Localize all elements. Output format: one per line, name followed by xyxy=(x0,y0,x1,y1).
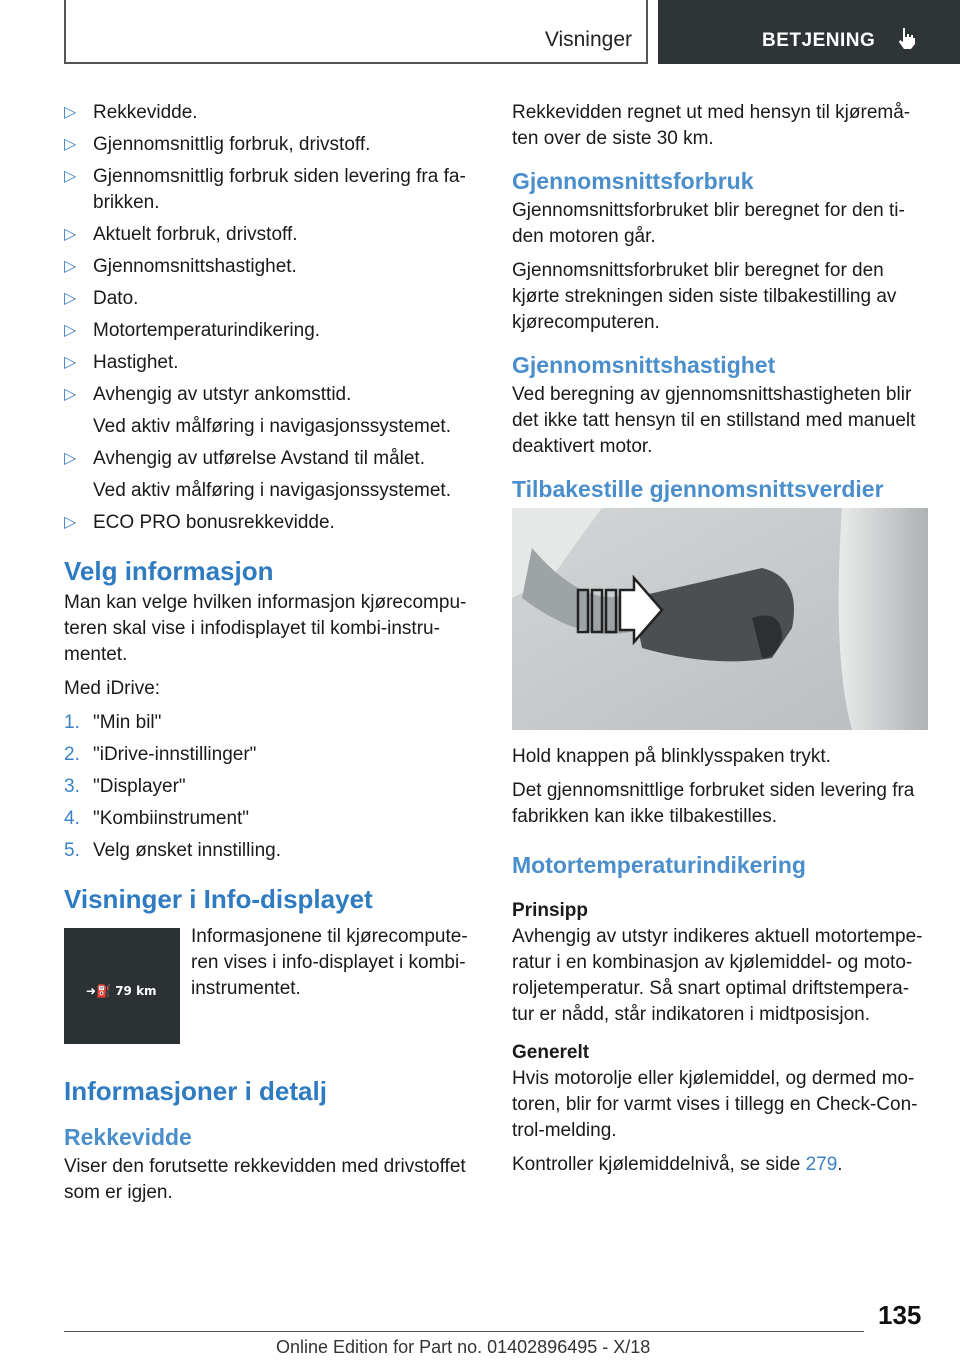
footer-edition: Online Edition for Part no. 01402896495 - X/18 xyxy=(276,1337,651,1357)
footer-divider xyxy=(64,1331,864,1332)
list-item: ▷ Dato. xyxy=(64,286,474,312)
prinsipp-text: Avhengig av utstyr indikeres aktuell motortempe-ratur i en kombinasjon av kjølemiddel- og moto-roljetemperatur. Så snart optimal driftstempera-tur er nådd, står indikatoren i midtposisjon. xyxy=(512,926,923,1025)
triangle-bullet-icon: ▷ xyxy=(64,322,77,339)
triangle-bullet-icon: ▷ xyxy=(64,258,77,275)
list-item: 5. Velg ønsket innstilling. xyxy=(64,840,281,861)
forbruk-heading: Gjennomsnittsforbruk xyxy=(512,168,754,194)
triangle-bullet-icon: ▷ xyxy=(64,136,77,153)
left-column xyxy=(64,100,474,1214)
list-item: ▷ Gjennomsnittlig forbruk, drivstoff. xyxy=(64,132,474,158)
triangle-bullet-icon: ▷ xyxy=(64,514,77,531)
header-section-label: BETJENING xyxy=(762,30,876,51)
list-item: ▷ Hastighet. xyxy=(64,350,474,376)
rekkevidde-cont-text: Rekkevidden regnet ut med hensyn til kjøremå-ten over de siste 30 km. xyxy=(512,102,911,149)
fuel-range-icon: ➜⛽ xyxy=(86,984,111,998)
hastighet-text: Ved beregning av gjennomsnittshastigheten blir det ikke tatt hensyn til en stillstand med manuelt deaktivert motor. xyxy=(512,384,916,457)
fabrikk-text: Det gjennomsnittlige forbruket siden levering fra fabrikken kan ikke tilbakestilles. xyxy=(512,780,915,827)
idrive-steps-list xyxy=(64,710,474,864)
triangle-bullet-icon: ▷ xyxy=(64,290,77,307)
forbruk-text-1: Gjennomsnittsforbruket blir beregnet for den ti-den motoren går. xyxy=(512,200,905,247)
hold-knappen-text: Hold knappen på blinklysspaken trykt. xyxy=(512,746,831,767)
list-item-note: Ved aktiv målføring i navigasjonssystemet. xyxy=(93,480,451,501)
triangle-bullet-icon: ▷ xyxy=(64,104,77,121)
list-item: 3. "Displayer" xyxy=(64,776,186,797)
list-item: 4. "Kombiinstrument" xyxy=(64,808,250,829)
header-title: Visninger xyxy=(544,28,632,51)
triangle-bullet-icon: ▷ xyxy=(64,226,77,243)
list-item: ▷ Rekkevidde. xyxy=(64,100,474,126)
info-display-row xyxy=(64,924,474,1044)
forbruk-text-2: Gjennomsnittsforbruket blir beregnet for den kjørte strekningen siden siste tilbakestilling av kjørecomputeren. xyxy=(512,260,897,333)
hastighet-heading: Gjennomsnittshastighet xyxy=(512,352,776,378)
list-item: ▷ Aktuelt forbruk, drivstoff. xyxy=(64,222,474,248)
prinsipp-heading: Prinsipp xyxy=(512,900,589,921)
info-display-text: Informasjonene til kjørecompute-ren vises i info-displayet i kombi-instrumentet. xyxy=(191,926,468,999)
tilbakestille-heading: Tilbakestille gjennomsnittsverdier xyxy=(512,476,884,502)
info-display-image xyxy=(64,928,180,1044)
list-item: 2. "iDrive-innstillinger" xyxy=(64,744,257,765)
generelt-heading: Generelt xyxy=(512,1042,590,1063)
page-reference-link[interactable]: 279 xyxy=(805,1154,838,1175)
rekkevidde-text: Viser den forutsette rekkevidden med drivstoffet som er igjen. xyxy=(64,1156,466,1203)
page-number: 135 xyxy=(878,1300,922,1330)
triangle-bullet-icon: ▷ xyxy=(64,386,77,403)
list-item: ▷ ECO PRO bonusrekkevidde. xyxy=(64,510,474,536)
rekkevidde-heading: Rekkevidde xyxy=(64,1124,192,1150)
triangle-bullet-icon: ▷ xyxy=(64,168,77,185)
visninger-heading: Visninger i Info-displayet xyxy=(64,884,373,914)
header-section-tab xyxy=(658,0,960,64)
triangle-bullet-icon: ▷ xyxy=(64,450,77,467)
list-item: ▷ Avhengig av utførelse Avstand til målet. Ved aktiv målføring i navigasjonssystemet. xyxy=(64,446,474,504)
motortemp-heading: Motortemperaturindikering xyxy=(512,852,806,878)
list-item: ▷ Motortemperaturindikering. xyxy=(64,318,474,344)
info-display-readout: ➜⛽ 79 km xyxy=(86,984,157,998)
hand-pointer-icon xyxy=(896,26,918,55)
info-bullet-list xyxy=(64,100,474,536)
triangle-bullet-icon: ▷ xyxy=(64,354,77,371)
list-item: ▷ Gjennomsnittlig forbruk siden levering fra fa-brikken. xyxy=(64,166,466,213)
list-item: ▷ Avhengig av utstyr ankomsttid. Ved aktiv målføring i navigasjonssystemet. xyxy=(64,382,474,440)
turn-signal-lever-photo xyxy=(512,508,928,730)
list-item: ▷ Gjennomsnittshastighet. xyxy=(64,254,474,280)
list-item-note: Ved aktiv målføring i navigasjonssystemet. xyxy=(93,416,451,437)
header-title-box xyxy=(64,0,648,64)
generelt-text: Hvis motorolje eller kjølemiddel, og dermed mo-toren, blir for varmt vises i tillegg en Check-Con-trol-melding. xyxy=(512,1068,918,1141)
idrive-label: Med iDrive: xyxy=(64,678,161,699)
velg-informasjon-heading: Velg informasjon xyxy=(64,556,274,586)
velg-informasjon-text: Man kan velge hvilken informasjon kjørecompu-teren skal vise i infodisplayet til kombi-instru-mentet. xyxy=(64,592,467,665)
right-column xyxy=(512,100,928,1186)
detalj-heading: Informasjoner i detalj xyxy=(64,1076,327,1106)
kontroller-text: Kontroller kjølemiddelnivå, se side 279. xyxy=(512,1154,843,1175)
list-item: 1. "Min bil" xyxy=(64,712,162,733)
